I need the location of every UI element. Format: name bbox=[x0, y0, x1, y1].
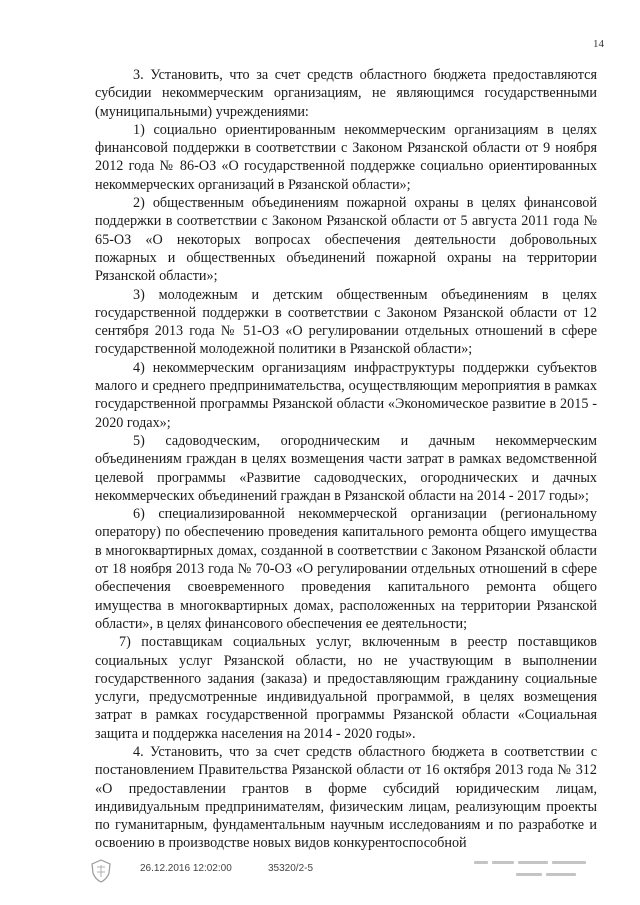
faint-stamp bbox=[470, 858, 590, 888]
page-number: 14 bbox=[593, 38, 604, 50]
paragraph-3: 3. Установить, что за счет средств областного бюджета предоставляются субсидии некоммерческим организациям, не являющимся государственными (муниципальными) учреждениями: bbox=[95, 67, 597, 120]
paragraph-3-item-5: 5) садоводческим, огородническим и дачным некоммерческим объединениям граждан в целях возмещения части затрат в рамках ведомственной целевой программы «Развитие садоводческих, огороднических и дачных некоммерческих объединений граждан в Рязанской области на 2014 - 2017 годы»; bbox=[95, 432, 597, 504]
paragraph-3-item-3: 3) молодежным и детским общественным объединениям в целях государственной поддержки в соответствии с Законом Рязанской области от 12 сентября 2013 года № 51-ОЗ «О регулировании отдельных отношений в сфере государственной молодежной политики в Рязанской области»; bbox=[95, 286, 597, 358]
faint-stamp-marks bbox=[470, 858, 590, 884]
footer-doc-code: 35320/2-5 bbox=[268, 863, 314, 874]
document-body bbox=[95, 66, 597, 853]
paragraph-3-item-4: 4) некоммерческим организациям инфраструктуры поддержки субъектов малого и среднего предпринимательства, осуществляющим мероприятия в рамках государственной программы Рязанской области «Экономическое развитие в 2015 - 2020 годах»; bbox=[95, 359, 597, 431]
footer bbox=[88, 858, 608, 898]
paragraph-3-item-1: 1) социально ориентированным некоммерческим организациям в целях финансовой поддержки в соответствии с Законом Рязанской области от 9 ноября 2012 года № 86-ОЗ «О государственной поддержке социально ориентированных некоммерческих организаций в Рязанской области»; bbox=[95, 121, 597, 193]
paragraph-3-item-6: 6) специализированной некоммерческой организации (региональному оператору) по обеспечению проведения капитального ремонта общего имущества в многоквартирных домах, созданной в соответствии с Законом Рязанской области от 18 ноября 2013 года № 70-ОЗ «О регулировании отдельных отношений в сфере обеспечения своевременного проведения капитального ремонта общего имущества в многоквартирных домах, расположенных на территории Рязанской области», в целях финансового обеспечения ее деятельности; bbox=[95, 506, 597, 632]
footer-datetime: 26.12.2016 12:02:00 bbox=[140, 863, 232, 874]
paragraph-3-item-2: 2) общественным объединениям пожарной охраны в целях финансовой поддержки в соответствии с Законом Рязанской области от 5 августа 2011 года № 65-ОЗ «О некоторых вопросах обеспечения деятельности добровольных пожарных и общественных объединений пожарной охраны на территории Рязанской области»; bbox=[95, 195, 597, 285]
paragraph-3-item-7: 7) поставщикам социальных услуг, включенным в реестр поставщиков социальных услуг Рязанской области, но не участвующим в выполнении государственного задания (заказа) и предоставляющим гражданину социальные услуги, предусмотренные индивидуальной программой, в целях возмещения затрат в рамках государственной программы Рязанской области «Социальная защита и поддержка населения на 2014 - 2020 годы». bbox=[95, 634, 597, 742]
paragraph-4: 4. Установить, что за счет средств областного бюджета в соответствии с постановлением Правительства Рязанской области от 16 октября 2013 года № 312 «О предоставлении грантов в форме субсидий юридическим лицам, индивидуальным предпринимателям, физическим лицам, реализующим проекты по гуманитарным, фундаментальным научным исследованиям и по разработке и освоению в производстве новых видов конкурентоспособной bbox=[95, 743, 597, 852]
coat-of-arms-icon bbox=[88, 858, 114, 884]
